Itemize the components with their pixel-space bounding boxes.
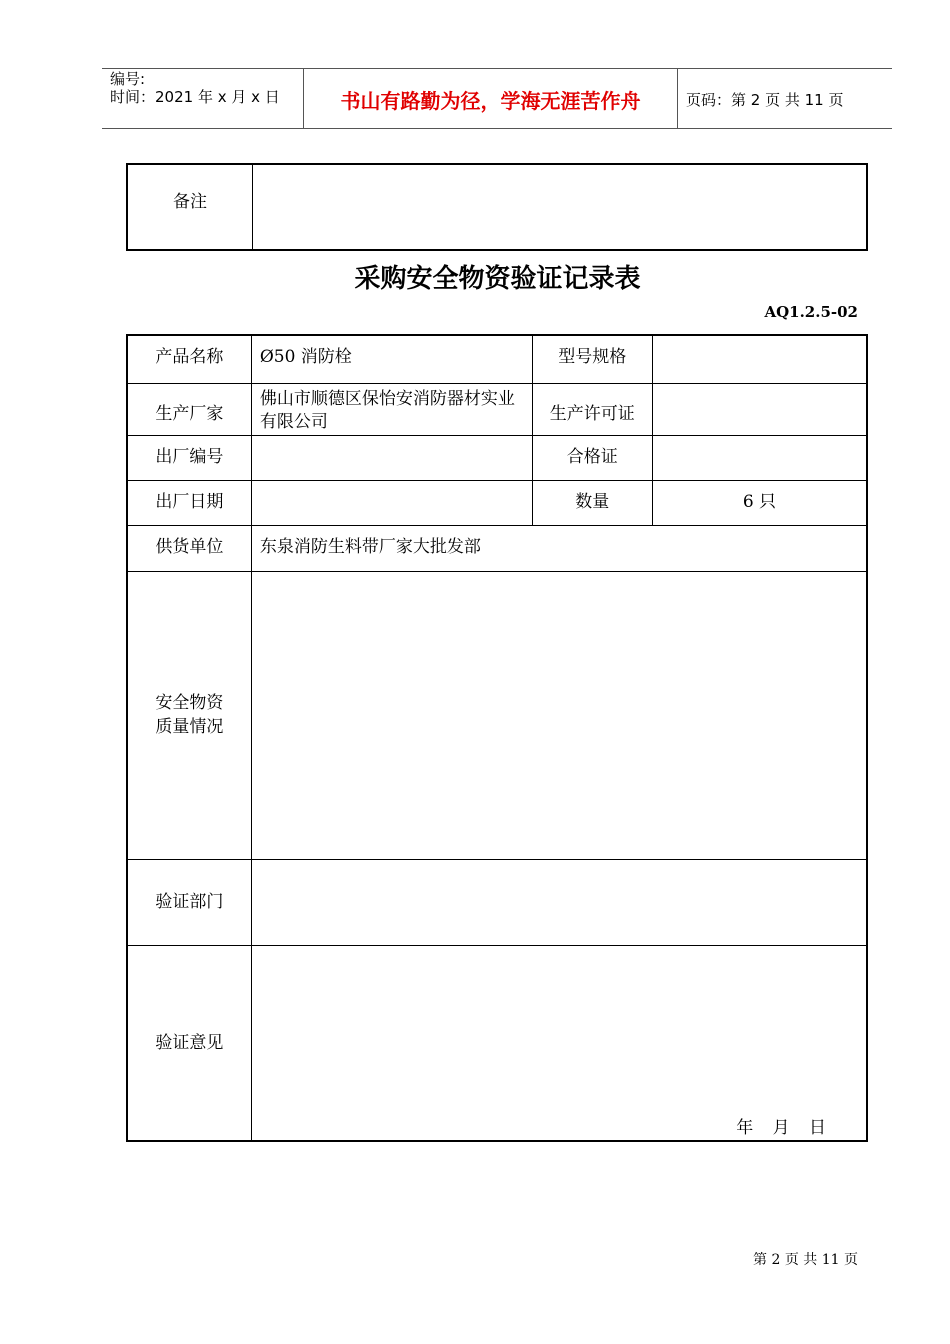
product-name-label: 产品名称 (127, 335, 251, 383)
quality-label (127, 571, 251, 859)
form-code: AQ1.2.5-02 (764, 303, 858, 321)
license-label: 生产许可证 (532, 383, 652, 435)
table-row (127, 335, 867, 383)
supplier-value[interactable]: 东泉消防生料带厂家大批发部 (251, 525, 867, 571)
opinion-date (722, 1113, 826, 1138)
footer-page-label: 第 2 页 共 11 页 (753, 1252, 858, 1268)
table-row (127, 525, 867, 571)
header-meta (110, 70, 280, 106)
quality-label-line-1: 安全物资 (155, 693, 224, 713)
header-number-label: 编号: (110, 70, 146, 88)
date-year: 年 (736, 1118, 754, 1138)
remark-label: 备注 (127, 164, 253, 250)
opinion-value[interactable] (251, 945, 867, 1141)
remark-table (126, 163, 868, 251)
header-page-label: 页码：第 2 页 共 11 页 (686, 91, 844, 109)
serial-label: 出厂编号 (127, 435, 251, 480)
certificate-label: 合格证 (532, 435, 652, 480)
verification-form-table (126, 334, 868, 1142)
certificate-value[interactable] (652, 435, 867, 480)
header-top-rule (102, 68, 892, 69)
manufacturer-value[interactable]: 佛山市顺德区保怡安消防器材实业有限公司 (251, 383, 532, 435)
model-value[interactable] (652, 335, 867, 383)
form-title: 采购安全物资验证记录表 (354, 264, 641, 294)
dept-value[interactable] (251, 859, 867, 945)
remark-row (127, 164, 867, 250)
header-bottom-rule (102, 128, 892, 129)
dept-label: 验证部门 (127, 859, 251, 945)
license-value[interactable] (652, 383, 867, 435)
serial-value[interactable] (251, 435, 532, 480)
date-value[interactable] (251, 480, 532, 525)
product-name-value[interactable]: Ø50 消防栓 (251, 335, 532, 383)
date-label: 出厂日期 (127, 480, 251, 525)
header-motto: 书山有路勤为径，学海无涯苦作舟 (340, 89, 641, 113)
manufacturer-label: 生产厂家 (127, 383, 251, 435)
table-row (127, 945, 867, 1141)
opinion-label: 验证意见 (127, 945, 251, 1141)
quality-value[interactable] (251, 571, 867, 859)
header-time-label: 时间：2021 年 x 月 x 日 (110, 88, 280, 106)
date-day: 日 (809, 1118, 826, 1138)
table-row (127, 383, 867, 435)
table-row (127, 435, 867, 480)
header-divider-right (677, 68, 678, 128)
model-label: 型号规格 (532, 335, 652, 383)
remark-value[interactable] (253, 164, 868, 250)
quantity-value[interactable]: 6 只 (652, 480, 867, 525)
quality-label-line-2: 质量情况 (155, 717, 224, 737)
supplier-label: 供货单位 (127, 525, 251, 571)
table-row (127, 480, 867, 525)
date-month: 月 (772, 1118, 790, 1138)
quantity-label: 数量 (532, 480, 652, 525)
table-row (127, 571, 867, 859)
table-row (127, 859, 867, 945)
